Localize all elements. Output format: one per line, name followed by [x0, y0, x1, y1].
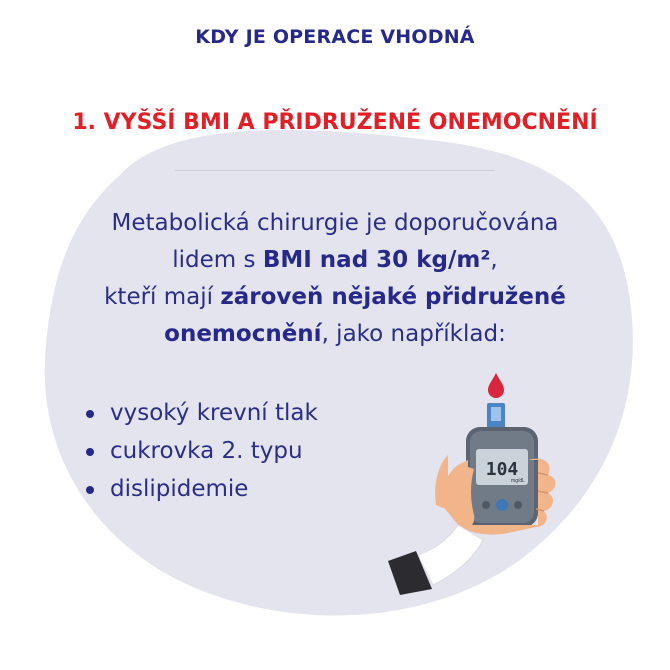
paragraph-line-4	[60, 316, 610, 353]
paragraph-text: , jako například:	[321, 321, 506, 347]
bullet-icon	[86, 486, 94, 494]
description-paragraph	[60, 205, 610, 353]
list-item-label: vysoký krevní tlak	[110, 400, 318, 426]
list-item	[84, 470, 318, 508]
paragraph-line-1: Metabolická chirurgie je doporučována	[111, 210, 559, 236]
bullet-icon	[86, 410, 94, 418]
paragraph-text: lidem s	[172, 247, 263, 273]
page-header: KDY JE OPERACE VHODNÁ	[195, 26, 475, 48]
paragraph-emphasis: onemocnění	[164, 321, 322, 347]
paragraph-emphasis: BMI nad 30 kg/m²	[262, 247, 491, 273]
bullet-icon	[86, 448, 94, 456]
paragraph-text: ,	[490, 247, 498, 273]
blood-drop-icon	[488, 373, 504, 398]
section-title: 1. VYŠŠÍ BMI A PŘIDRUŽENÉ ONEMOCNĚNÍ	[72, 110, 598, 135]
list-item-label: dislipidemie	[110, 476, 249, 502]
paragraph-line-2	[60, 242, 610, 279]
meter-reading: 104	[485, 459, 519, 480]
glucometer-illustration	[388, 365, 563, 595]
paragraph-line-3	[60, 279, 610, 316]
meter-button	[496, 499, 508, 511]
condition-list	[84, 394, 318, 508]
list-item	[84, 394, 318, 432]
divider	[175, 170, 495, 171]
list-item	[84, 432, 318, 470]
list-item-label: cukrovka 2. typu	[110, 438, 303, 464]
paragraph-emphasis: zároveň nějaké přidružené	[220, 284, 566, 310]
paragraph-text: kteří mají	[104, 284, 221, 310]
meter-unit: mg/dL	[511, 478, 525, 484]
